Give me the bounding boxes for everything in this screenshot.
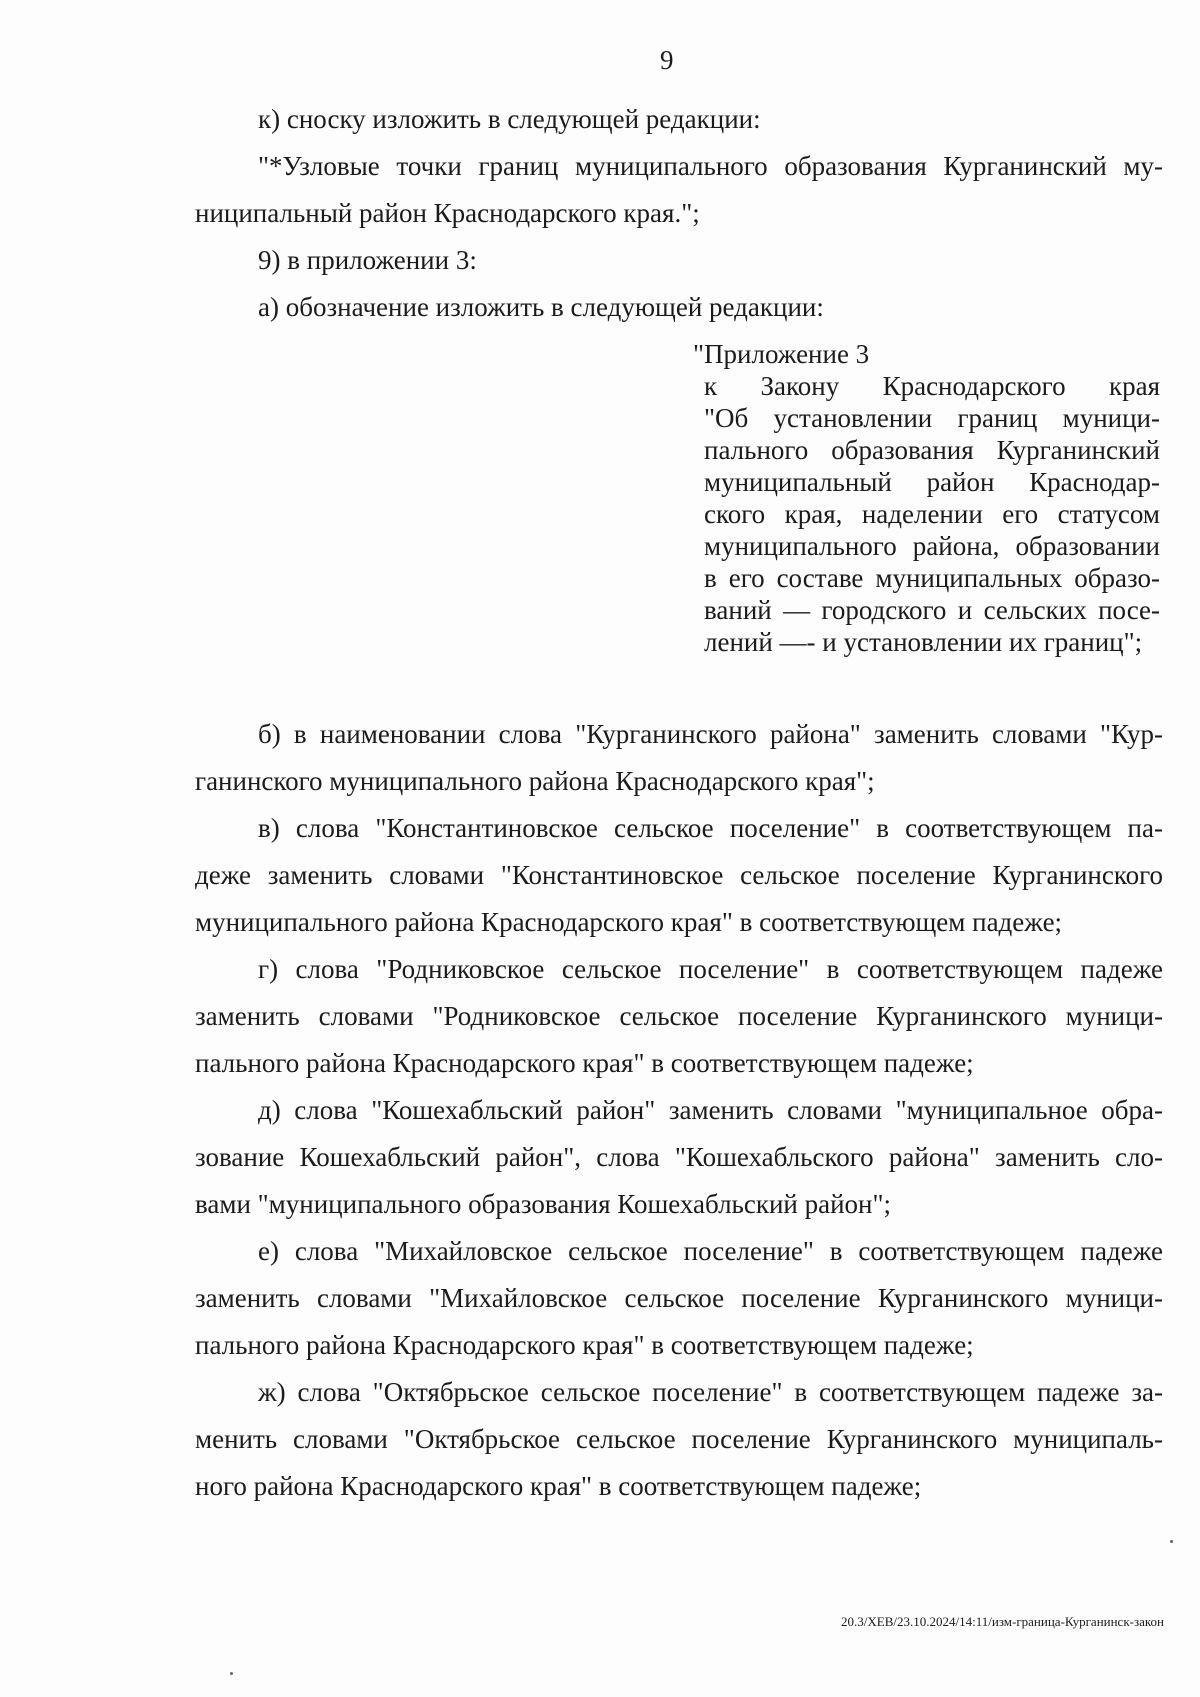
item-v-line-1: в) слова "Константиновское сельское поселение" в соответствующем па- [258, 813, 1163, 843]
annex-line: ваний — городского и сельских посе- [704, 595, 1160, 625]
item-d-line-1: д) слова "Кошехабльский район" заменить словами "муниципальное обра- [258, 1095, 1163, 1125]
annex-line: в его составе муниципальных образо- [704, 563, 1160, 593]
footnote-text-line-2: ниципальный район Краснодарского края."; [195, 198, 700, 228]
item-e-line-2: заменить словами "Михайловское сельское поселение Курганинского муници- [195, 1283, 1163, 1313]
annex-line: к Закону Краснодарского края [704, 371, 1160, 401]
scan-speck [230, 1672, 233, 1675]
footnote-text-line-1: "*Узловые точки границ муниципального образования Курганинский му- [258, 151, 1163, 181]
annex-title: "Приложение 3 [693, 339, 870, 369]
item-v-line-2: деже заменить словами "Константиновское сельское поселение Курганинского [195, 860, 1163, 890]
item-g-line-3: пального района Краснодарского края" в соответствующем падеже; [195, 1048, 974, 1078]
item-zh-line-2: менить словами "Октябрьское сельское поселение Курганинского муниципаль- [195, 1424, 1163, 1454]
item-zh-line-1: ж) слова "Октябрьское сельское поселение" в соответствующем падеже за- [258, 1377, 1163, 1407]
page-number: 9 [660, 45, 674, 75]
item-a-heading: а) обозначение изложить в следующей редакции: [258, 292, 824, 322]
annex-line: ского края, наделении его статусом [704, 499, 1160, 529]
item-g-line-2: заменить словами "Родниковское сельское поселение Курганинского муници- [195, 1001, 1163, 1031]
item-v-line-3: муниципального района Краснодарского края" в соответствующем падеже; [195, 907, 1063, 937]
item-g-line-1: г) слова "Родниковское сельское поселение" в соответствующем падеже [258, 954, 1163, 984]
item-9-heading: 9) в приложении 3: [258, 245, 477, 275]
item-zh-line-3: ного района Краснодарского края" в соответствующем падеже; [195, 1471, 922, 1501]
item-b-line-1: б) в наименовании слова "Курганинского района" заменить словами "Кур- [258, 719, 1163, 749]
annex-line: муниципального района, образовании [704, 531, 1160, 561]
annex-line: муниципальный район Краснодар- [704, 467, 1160, 497]
document-footer-code: 20.3/ХЕВ/23.10.2024/14:11/изм-граница-Курганинск-закон [841, 1614, 1164, 1629]
item-b-line-2: ганинского муниципального района Краснодарского края"; [195, 766, 875, 796]
annex-line: пального образования Курганинский [704, 435, 1160, 465]
item-d-line-3: вами "муниципального образования Кошехабльский район"; [195, 1189, 892, 1219]
item-e-line-3: пального района Краснодарского края" в соответствующем падеже; [195, 1330, 974, 1360]
annex-line: "Об установлении границ муници- [704, 403, 1160, 433]
item-e-line-1: е) слова "Михайловское сельское поселение" в соответствующем падеже [258, 1236, 1163, 1266]
annex-line: лений —- и установлении их границ"; [704, 627, 1143, 657]
item-d-line-2: зование Кошехабльский район", слова "Кошехабльского района" заменить сло- [195, 1142, 1163, 1172]
scan-speck [1170, 1540, 1173, 1543]
item-k-heading: к) сноску изложить в следующей редакции: [258, 104, 761, 134]
